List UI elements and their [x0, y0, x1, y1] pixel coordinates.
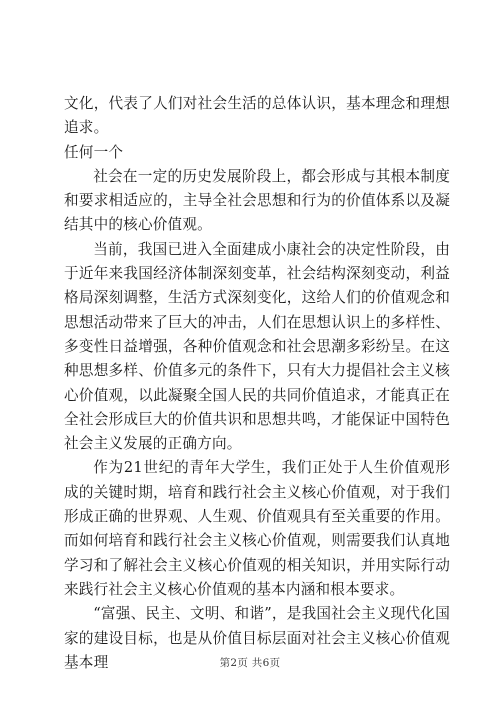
page-number-footer: 第2页 共6页: [219, 657, 281, 669]
document-body: [64, 92, 450, 675]
paragraph-current-situation: 当前，我国已进入全面建成小康社会的决定性阶段，由于近年来我国经济体制深刻变革，社会结构深刻变动，利益格局深刻调整，生活方式深刻变化，这给人们的价值观念和思想活动带来了巨大的冲击，人们在思想认识上的多样性、多变性日益增强，各种价值观念和社会思潮多彩纷呈。在这种思想多样、价值多元的条件下，只有大力提倡社会主义核心价值观，以此凝聚全国人民的共同价值追求，才能真正在全社会形成巨大的价值共识和思想共鸣，才能保证中国特色社会主义发展的正确方向。: [64, 240, 450, 453]
paragraph-students: 作为21世纪的青年大学生，我们正处于人生价值观形成的关键时期，培育和践行社会主义核心价值观，对于我们形成正确的世界观、人生观、价值观具有至关重要的作用。而如何培育和践行社会主义核心价值观，则需要我们认真地学习和了解社会主义核心价值观的相关知识，并用实际行动来践行社会主义核心价值观的基本内涵和根本要求。: [64, 459, 450, 598]
paragraph-national-goals: “富强、民主、文明、和谐”，是我国社会主义现代化国家的建设目标，也是从价值目标层面对社会主义核心价值观基本理: [64, 605, 450, 671]
intro-line-1: 文化，代表了人们对社会生活的总体认识，基本理念和理想追求。: [64, 95, 450, 137]
intro-line-2: 任何一个: [64, 143, 124, 161]
paragraph-social-values: 社会在一定的历史发展阶段上，都会形成与其根本制度和要求相适应的，主导全社会思想和行为的价值体系以及凝结其中的核心价值观。: [64, 167, 450, 234]
